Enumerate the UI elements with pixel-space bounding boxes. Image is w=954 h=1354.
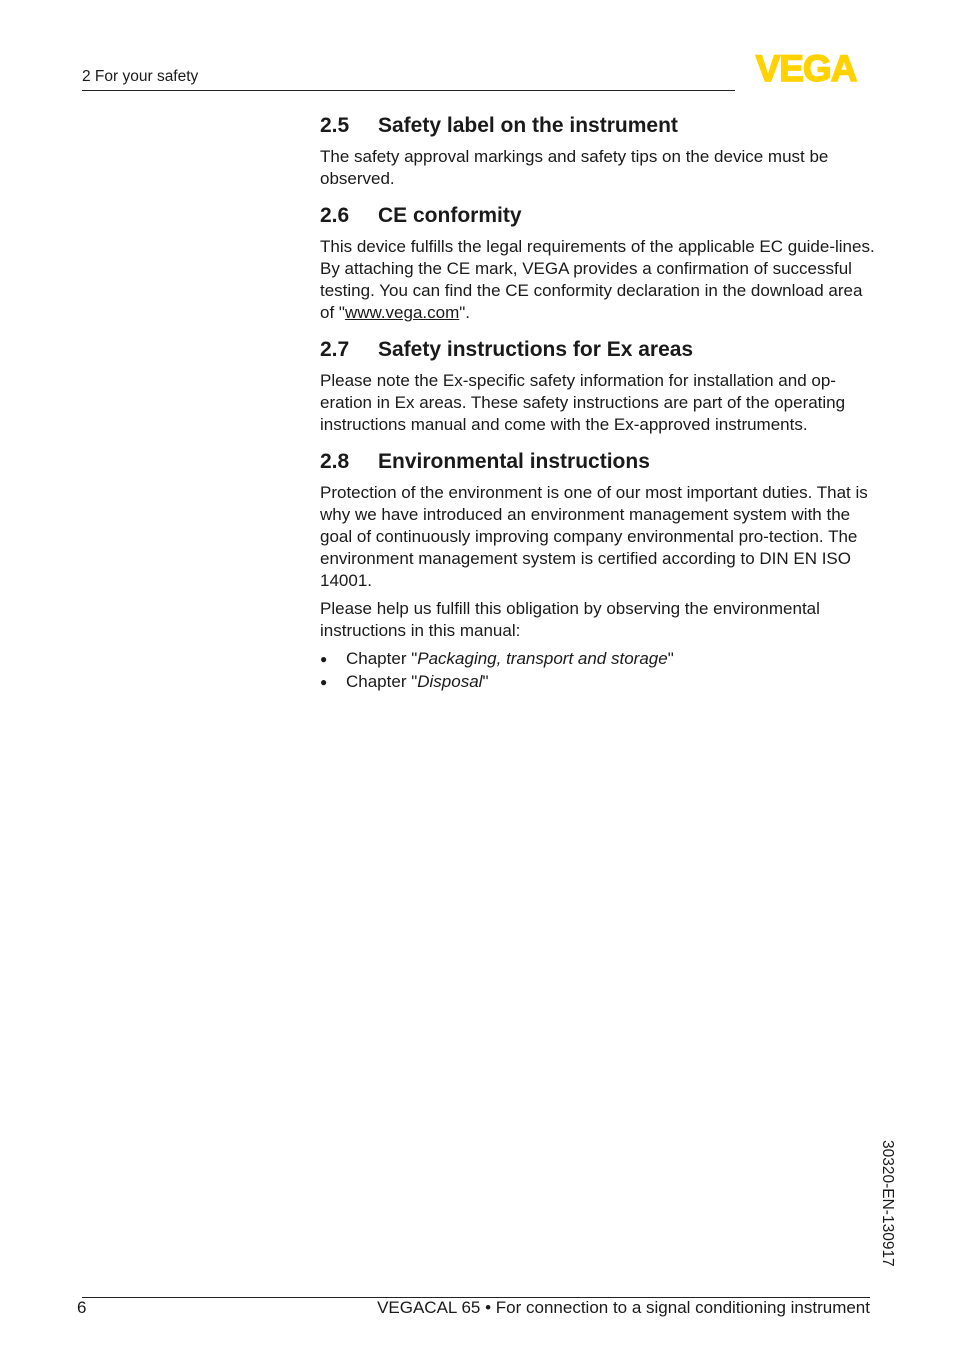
list-item-suffix: " — [482, 672, 489, 691]
list-item-prefix: Chapter " — [346, 672, 418, 691]
section-2-5 — [320, 112, 875, 190]
section-number: 2.8 — [320, 450, 350, 473]
bullet-icon: ● — [320, 652, 328, 666]
paragraph: The safety approval markings and safety tips on the device must be observed. — [320, 147, 829, 188]
paragraph: Please note the Ex-specific safety information for installation and op-eration in Ex areas. These safety instructions are part of the operating instructions manual and come with the Ex-approved instruments. — [320, 371, 846, 434]
chapter-name: Packaging, transport and storage — [417, 649, 668, 668]
section-number: 2.5 — [320, 114, 350, 137]
section-number: 2.7 — [320, 338, 350, 361]
list-item — [320, 648, 875, 671]
document-code — [872, 1140, 902, 1300]
section-heading — [320, 336, 875, 364]
paragraph: Protection of the environment is one of our most important duties. That is why we have introduced an environment management system with the goal of continuously improving company environmental pro-tection. The environment management system is certified according to DIN EN ISO 14001. — [320, 483, 868, 590]
list-item-text — [346, 648, 674, 670]
footer-title: VEGACAL 65 • For connection to a signal conditioning instrument — [377, 1298, 870, 1317]
paragraph-text-end: ". — [459, 303, 471, 322]
section-title: Environmental instructions — [378, 450, 650, 473]
paragraph: Please help us fulfill this obligation by observing the environmental instructions in this manual: — [320, 599, 820, 640]
vega-logo — [740, 50, 872, 84]
header-divider — [82, 90, 735, 91]
section-heading — [320, 112, 875, 140]
list-item-prefix: Chapter " — [346, 649, 418, 668]
section-heading — [320, 448, 875, 476]
paragraph — [320, 236, 875, 324]
section-title: CE conformity — [378, 204, 522, 227]
section-2-7 — [320, 336, 875, 436]
list-item-text — [346, 671, 489, 693]
section-title: Safety instructions for Ex areas — [378, 338, 694, 361]
section-2-8 — [320, 448, 875, 694]
list-item-suffix: " — [667, 649, 674, 668]
main-content — [320, 112, 875, 706]
vega-website-link[interactable]: www.vega.com — [344, 303, 460, 322]
section-title: Safety label on the instrument — [378, 114, 678, 137]
bullet-list — [320, 648, 875, 694]
running-header: 2 For your safety — [82, 68, 199, 85]
section-number: 2.6 — [320, 204, 350, 227]
section-2-6 — [320, 202, 875, 324]
chapter-name: Disposal — [417, 672, 483, 691]
paragraph-text: This device fulfills the legal requirements of the applicable EC guide-lines. By attaching the CE mark, VEGA provides a confirmation of successful testing. You can find the CE conformity declaration in the download area of " — [320, 237, 875, 322]
document-code-text: 30320-EN-130917 — [879, 1140, 896, 1267]
bullet-icon: ● — [320, 675, 328, 689]
svg-text:VEGA: VEGA — [755, 50, 857, 84]
section-heading — [320, 202, 875, 230]
page-number: 6 — [77, 1298, 87, 1317]
list-item — [320, 671, 875, 694]
